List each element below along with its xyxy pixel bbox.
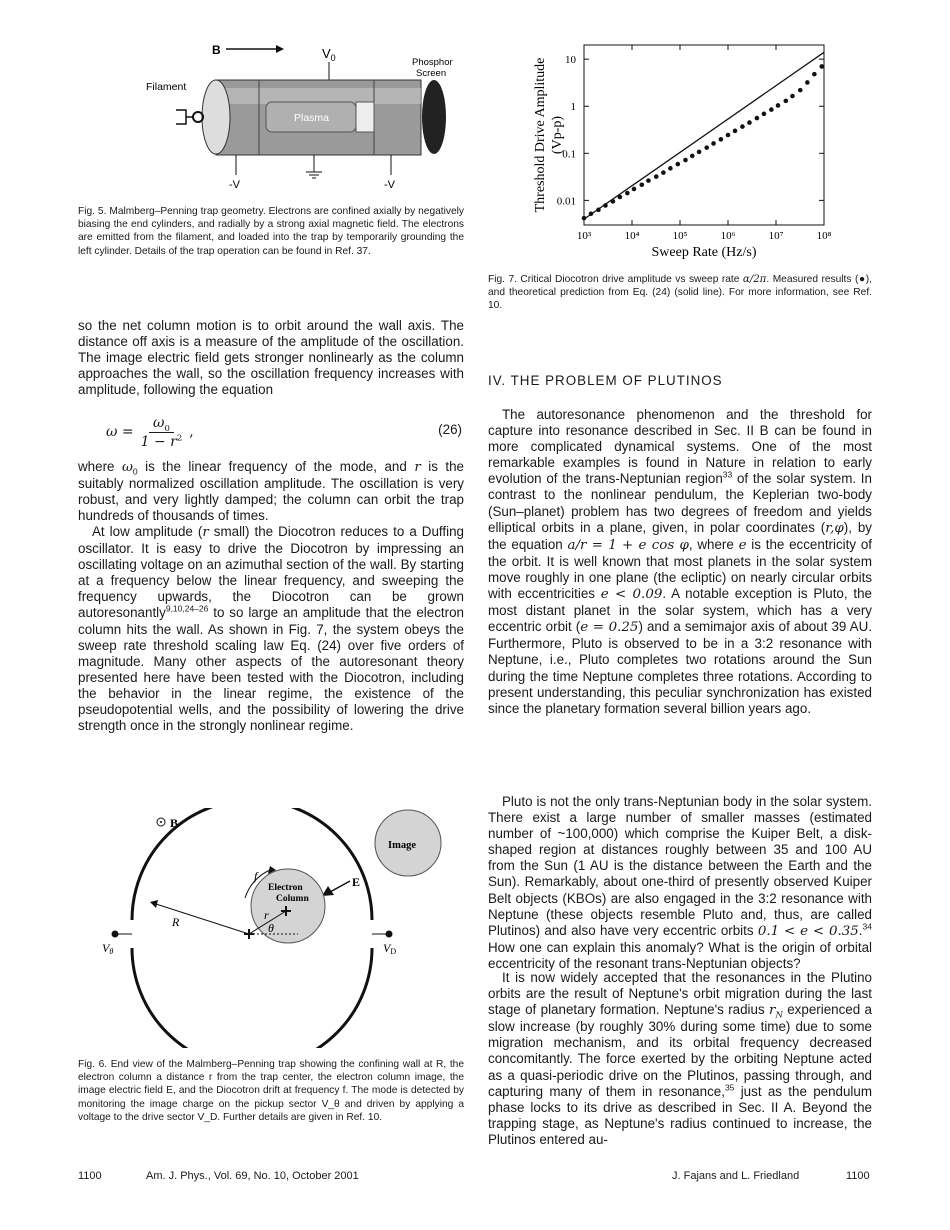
data-point xyxy=(683,158,688,163)
section-title: IV. THE PROBLEM OF PLUTINOS xyxy=(488,373,723,388)
data-point xyxy=(755,116,760,121)
footer-authors: J. Fajans and L. Friedland xyxy=(672,1170,800,1182)
right-paragraph-2: Pluto is not the only trans-Neptunian body in the solar system. There exist a large number of smaller masses (estimated number of ~100,000) which comprise the Kuiper Belt, a disk-shaped region at distances roughly between 35 and 100 AU from the Sun (1 AU is the distance between the Earth and the Sun). Remarkably, about one-third of presently observed Kuiper Belt objects (KBOs) are also engaged in the 3:2 resonance with Neptune (these objects resemble Pluto and, thus, are called Plutinos) and also have very eccentric orbits 0.1 < e < 0.35.34 How one can explain this anomaly? What is the origin of orbital eccentricity of the resonant trans-Neptunian objects? xyxy=(488,794,872,971)
theory-line xyxy=(584,52,824,219)
fig6-label-image: Image xyxy=(388,840,416,851)
data-point xyxy=(654,174,659,179)
fig5-label-filament: Filament xyxy=(146,81,187,93)
fig5-label-v0: $V_0$ xyxy=(322,46,336,63)
data-point xyxy=(589,211,594,216)
data-point xyxy=(668,166,673,171)
figure-6-caption: Fig. 6. End view of the Malmberg–Penning trap showing the confining wall at R, the electron column a distance r from the trap center, the electron column image, the image electric field E, and the Diocotron drift at frequency f. The mode is detected by monitoring the image charge on the pickup sector V_θ and driven by applying a voltage to the drive sector V_D. Further details are given in Ref. 10. xyxy=(78,1059,464,1123)
fig6-label-b: B xyxy=(170,816,179,830)
data-point xyxy=(611,199,616,204)
equation-number: (26) xyxy=(438,422,462,437)
fig6-label-electron: Electron xyxy=(268,883,303,893)
left-paragraph-2: where $\omega_0$ is the linear frequency of the mode, and r is the suitably normalized oscillation amplitude. The oscillation is very robust, and very lightly damped; the column can orbit the trap hundreds of thousands of times. xyxy=(78,459,464,524)
data-point xyxy=(704,145,709,150)
data-point xyxy=(711,141,716,146)
y-tick-label: 1 xyxy=(570,101,576,114)
data-point xyxy=(740,124,745,129)
fig6-label-r: r xyxy=(264,908,269,922)
figure-5-caption: Fig. 5. Malmberg–Penning trap geometry. Electrons are confined axially by negatively biasing the end cylinders, and radially by a strong axial magnetic field. The electrons are emitted from the filament, and loaded into the trap by temporarily grounding the left cylinder. Details of the trap operation can be found in Ref. 37. xyxy=(78,206,464,257)
equation-26: ω = $\frac{\omega_0}{1 - r^2}$ , (26) xyxy=(106,414,462,450)
data-point xyxy=(790,94,795,99)
footer-page-left: 1100 xyxy=(78,1170,102,1182)
data-point xyxy=(812,72,817,77)
data-point xyxy=(805,80,810,85)
data-point xyxy=(697,150,702,155)
y-tick-label: 0.1 xyxy=(562,148,576,161)
fig5-label-plasma: Plasma xyxy=(294,112,330,124)
data-point xyxy=(625,191,630,196)
x-tick-label: 10⁷ xyxy=(768,230,784,242)
fig6-label-theta: θ xyxy=(268,921,274,935)
eq-fraction: $\frac{\omega_0}{1 - r^2}$ xyxy=(140,414,183,450)
data-point xyxy=(783,99,788,104)
y-tick-label: 10 xyxy=(565,54,576,67)
chart-xlabel: Sweep Rate (Hz/s) xyxy=(651,245,757,260)
data-point xyxy=(820,64,825,69)
data-point xyxy=(690,154,695,159)
data-point xyxy=(762,112,767,117)
data-point xyxy=(639,182,644,187)
footer-journal: Am. J. Phys., Vol. 69, No. 10, October 2001 xyxy=(146,1170,359,1182)
x-tick-label: 10⁶ xyxy=(720,230,736,242)
x-tick-label: 10³ xyxy=(576,230,592,242)
fig6-wall-bottom xyxy=(132,948,372,1048)
fig6-label-f: f xyxy=(254,869,258,883)
fig6-label-vd: VD xyxy=(383,941,397,956)
fig6-label-e: E xyxy=(352,875,361,889)
data-point xyxy=(603,203,608,208)
figure-7-chart xyxy=(518,30,838,268)
right-paragraph-1: The autoresonance phenomenon and the threshold for capture into resonance described in Sec. II B can be found in more complicated dynamical systems. One of the most remarkable examples is found in Nature in relation to early evolution of the trans-Neptunian region$^{33}$ of the solar system. In contrast to the nonlinear pendulum, the Keplerian two-body (Sun–planet) problem has two degrees of freedom and yields elliptical orbits in a plane, given, in polar coordinates (r,φ), by the equation a/r = 1 + e cos φ, where e is the eccentricity of the orbit. It is well known that most planets in the solar system move roughly in one plane (the ecliptic) on nearly circular orbits with eccentricities e < 0.09. A notable exception is Pluto, the most distant planet in the solar system, which has a very eccentric orbit (e = 0.25) and a semimajor axis of about 39 AU. Furthermore, Pluto is observed to be in a 3:2 resonance with Neptune, i.e., Pluto completes two rotations around the Sun during the time Neptune completes three rotations. According to present understanding, this peculiar synchronization has existed since the planetary formation several billion years ago. xyxy=(488,407,873,716)
data-point xyxy=(719,137,724,142)
figure-5-trap-geometry xyxy=(116,40,456,190)
fig5-label-phosphor: Phosphor xyxy=(412,57,453,68)
x-tick-label: 10⁴ xyxy=(624,230,640,242)
fig6-label-R: R xyxy=(172,915,180,929)
data-point xyxy=(676,162,681,167)
fig5-phosphor-screen xyxy=(422,80,446,154)
data-point xyxy=(618,195,623,200)
fig5-label-b: B xyxy=(212,43,221,57)
data-point xyxy=(632,187,637,192)
figure-6-end-view xyxy=(90,808,460,1048)
data-point xyxy=(646,178,651,183)
chart-ylabel-line2: (Vp-p) xyxy=(550,115,565,155)
fig5-label-negv-left: -V xyxy=(229,179,240,190)
footer-page-right: 1100 xyxy=(846,1170,870,1182)
fig5-label-screen: Screen xyxy=(416,68,447,79)
x-tick-label: 10⁵ xyxy=(672,230,688,242)
data-point xyxy=(747,120,752,125)
data-point xyxy=(596,208,601,213)
chart-ylabel-line1: Threshold Drive Amplitude xyxy=(533,57,548,213)
figure-7-caption: Fig. 7. Critical Diocotron drive amplitude vs sweep rate α/2π. Measured results (●), and theoretical prediction from Eq. (24) (solid line). For more information, see Ref. 10. xyxy=(488,274,872,312)
left-paragraph-3: At low amplitude (r small) the Diocotron reduces to a Duffing oscillator. It is easy to drive the Diocotron by impressing an oscillating voltage on an azimuthal section of the wall. By starting at a frequency below the linear frequency, and sweeping the frequency upwards, the Diocotron can be grown autoresonantly$^{9,10,24-26}$ to so large an amplitude that the electron column hits the wall. As shown in Fig. 7, the system obeys the sweep rate threshold scaling law Eq. (24) over five orders of magnitude. Many other aspects of the autoresonant theory presented here have been tested with the Diocotron, including the behavior in the linear regime, the existence of the pseudopotential wells, and the possibility of lowering the drive strength once in the strongly nonlinear regime. xyxy=(78,524,464,734)
fig6-label-vtheta: Vθ xyxy=(102,941,114,956)
x-tick-label: 10⁸ xyxy=(816,230,832,242)
right-paragraph-3: It is now widely accepted that the resonances in the Plutino orbits are the result of Neptune's orbit migration during the last stage of planetary formation. Neptune's radius $r_N$ experienced a slow increase (by roughly 30% during some time) due to some migration mechanism, and its orbital frequency decreased concomitantly. The force exerted by the orbiting Neptune acted as a quasi-periodic drive on the Plutinos, passing through, and capturing many of them in resonance,$^{35}$ just as the pendulum phase locks to its drive as described in Sec. II A. Beyond the trapping stage, as Neptune's radius continued to increase, the Plutinos entered au- xyxy=(488,970,873,1147)
eq-lhs: ω = xyxy=(106,424,134,440)
left-paragraph-1: so the net column motion is to orbit around the wall axis. The distance off axis is a measure of the amplitude of the oscillation. The image electric field gets stronger nonlinearly as the column approaches the wall, so the oscillation frequency increases with amplitude, following the equation xyxy=(78,318,464,398)
fig6-electron-column xyxy=(251,869,325,943)
data-point xyxy=(733,129,738,134)
data-point xyxy=(582,216,587,221)
fig6-label-column: Column xyxy=(276,894,309,904)
y-tick-label: 0.01 xyxy=(556,195,576,208)
data-point xyxy=(776,103,781,108)
data-point xyxy=(661,170,666,175)
data-point xyxy=(769,107,774,112)
fig5-label-negv-right: -V xyxy=(384,179,395,190)
data-point xyxy=(726,133,731,138)
data-point xyxy=(798,88,803,93)
